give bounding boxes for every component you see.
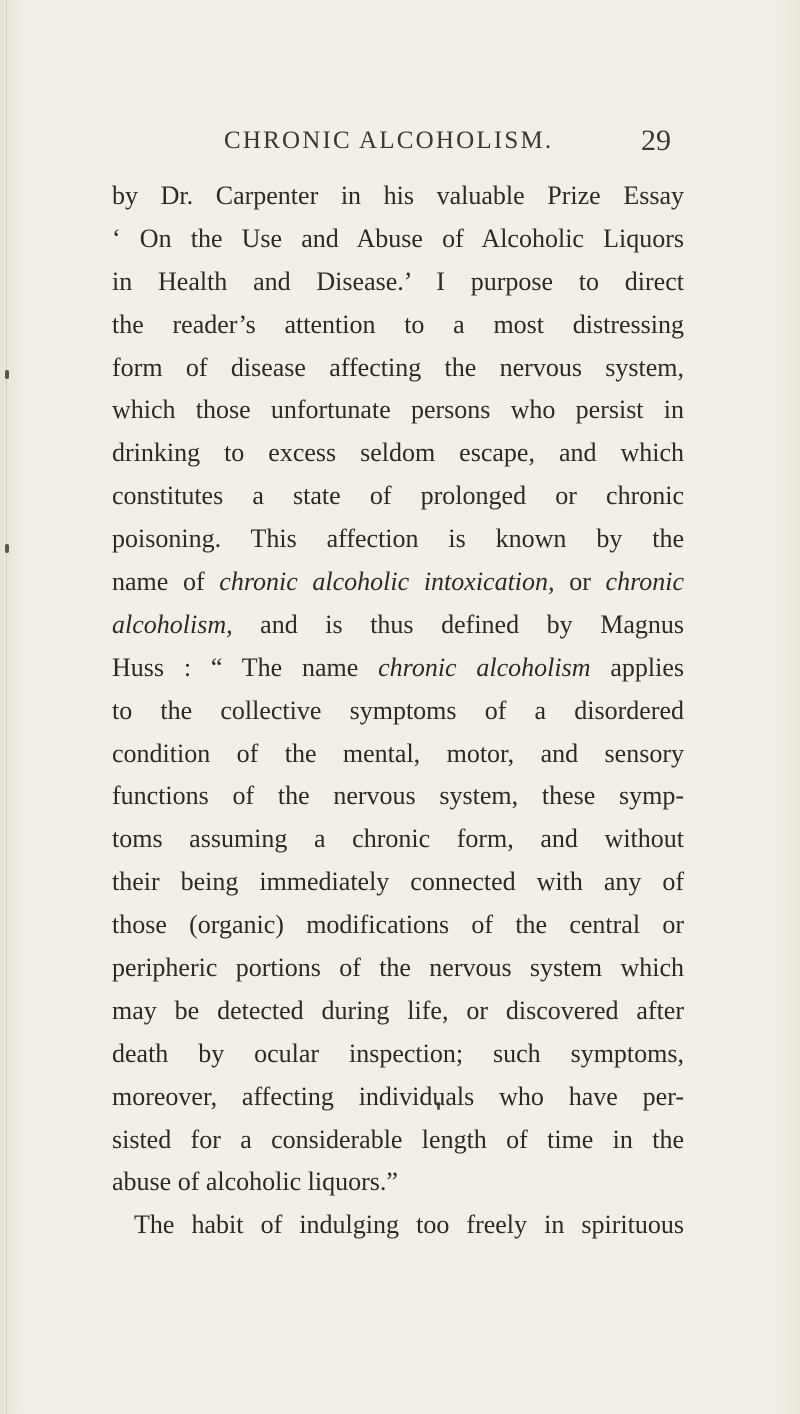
text-line: condition of the mental, motor, and sensory bbox=[112, 738, 684, 768]
text-line: those (organic) modifications of the central or bbox=[112, 910, 684, 940]
text-line: drinking to excess seldom escape, and which bbox=[112, 438, 684, 468]
text-line: The habit of indulging too freely in spirituous bbox=[134, 1210, 684, 1240]
page-number: 29 bbox=[641, 124, 671, 157]
text-line: in Health and Disease.’ I purpose to direct bbox=[112, 266, 684, 296]
text-line: functions of the nervous system, these symp- bbox=[112, 781, 684, 811]
text-line: alcoholism, and is thus defined by Magnus bbox=[112, 609, 684, 639]
text-line: poisoning. This affection is known by the bbox=[112, 524, 684, 554]
text-line: name of chronic alcoholic intoxication, or chronic bbox=[112, 567, 684, 597]
italic-term: chronic alcoholic intoxication, bbox=[219, 567, 555, 597]
text-line: death by ocular inspection; such symptoms, bbox=[112, 1038, 684, 1068]
running-title: CHRONIC ALCOHOLISM. bbox=[224, 127, 554, 154]
text-line: the reader’s attention to a most distressing bbox=[112, 309, 684, 339]
text-line: peripheric portions of the nervous system which bbox=[112, 953, 684, 983]
text-line: their being immediately connected with any of bbox=[112, 867, 684, 897]
text-line: ‘ On the Use and Abuse of Alcoholic Liquors bbox=[112, 223, 684, 253]
italic-term: chronic bbox=[605, 567, 684, 597]
margin-speck bbox=[5, 370, 9, 379]
margin-speck bbox=[5, 544, 9, 553]
text-line: toms assuming a chronic form, and without bbox=[112, 824, 684, 854]
page-header bbox=[0, 124, 800, 167]
text-line: moreover, affecting individuals who have per- bbox=[112, 1081, 684, 1111]
text-line: form of disease affecting the nervous system, bbox=[112, 352, 684, 382]
text-line: to the collective symptoms of a disordered bbox=[112, 695, 684, 725]
binding-gutter bbox=[6, 0, 7, 1414]
text-line: abuse of alcoholic liquors.” bbox=[112, 1167, 398, 1197]
body-paragraph bbox=[112, 175, 684, 1247]
text-line: sisted for a considerable length of time in the bbox=[112, 1124, 684, 1154]
text-line: constitutes a state of prolonged or chronic bbox=[112, 481, 684, 511]
italic-term: chronic alcoholism bbox=[378, 652, 591, 682]
italic-term: alcoholism, bbox=[112, 609, 233, 639]
text-line: by Dr. Carpenter in his valuable Prize Essay bbox=[112, 181, 684, 210]
text-line: Huss : “ The name chronic alcoholism applies bbox=[112, 652, 684, 682]
text-line: may be detected during life, or discovered after bbox=[112, 995, 684, 1025]
text-line: which those unfortunate persons who persist in bbox=[112, 395, 684, 425]
